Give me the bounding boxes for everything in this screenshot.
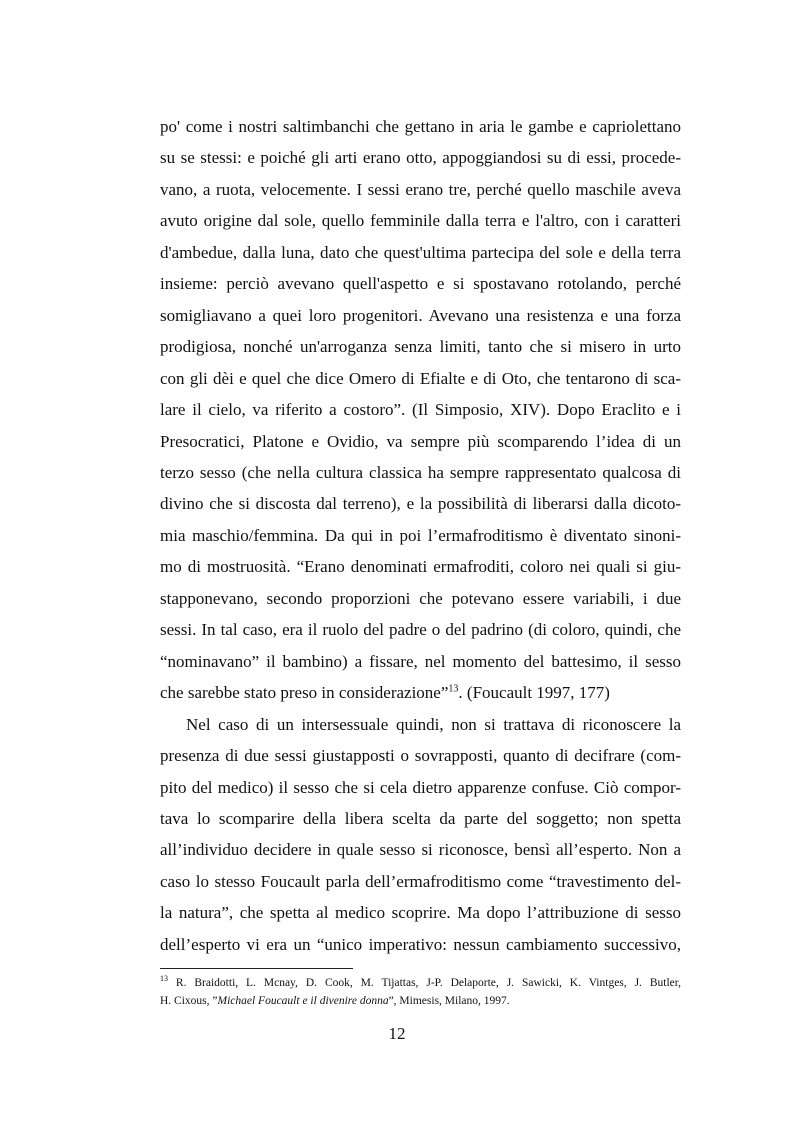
footnote-separator [160, 968, 353, 969]
text-line: pito del medico) il sesso che si cela dietro apparenze confuse. Ciò compor- [160, 777, 681, 797]
text-line: insieme: perciò avevano quell'aspetto e si spostavano rotolando, perché [160, 274, 681, 294]
footnote [160, 974, 681, 1010]
text-line: vano, a ruota, velocemente. I sessi erano tre, perché quello maschile aveva [160, 179, 681, 199]
text-line: la natura”, che spetta al medico scoprire. Ma dopo l’attribuzione di sesso [160, 903, 681, 923]
text-line: terzo sesso (che nella cultura classica ha sempre rappresentato qualcosa di [160, 462, 681, 482]
footnote-book-title: Michael Foucault e il divenire donna [217, 995, 389, 1007]
text-line: somigliavano a quei loro progenitori. Avevano una resistenza e una forza [160, 305, 681, 325]
text-line: Nel caso di un intersessuale quindi, non si trattava di riconoscere la [186, 714, 681, 734]
text-line: avuto origine dal sole, quello femminile dalla terra e l'altro, con i caratteri [160, 211, 681, 231]
text-line: Presocratici, Platone e Ovidio, va sempre più scomparendo l’idea di un [160, 431, 681, 451]
text-line: caso lo stesso Foucault parla dell’ermafroditismo come “travestimento del- [160, 871, 681, 891]
footnote-line-2 [160, 992, 681, 1010]
footnote-text: H. Cixous, ” [160, 995, 218, 1007]
footnote-reference[interactable]: 13 [448, 683, 459, 695]
main-text [160, 111, 681, 960]
text-line: divino che si discosta dal terreno), e la possibilità di liberarsi dalla dicoto- [160, 494, 681, 514]
text-line: con gli dèi e quel che dice Omero di Efialte e di Oto, che tentarono di sca- [160, 368, 681, 388]
text-segment: che sarebbe stato preso in considerazione” [160, 683, 449, 703]
text-line: sessi. In tal caso, era il ruolo del padre o del padrino (di coloro, quindi, che [160, 620, 681, 640]
footnote-text: ”, Mimesis, Milano, 1997. [388, 995, 510, 1007]
text-line: tava lo scomparire della libera scelta da parte del soggetto; non spetta [160, 808, 681, 828]
paragraph-1 [160, 111, 681, 677]
text-line: presenza di due sessi giustapposti o sovrapposti, quanto di decifrare (com- [160, 746, 681, 766]
text-line: all’individuo decidere in quale sesso si riconosce, bensì all’esperto. Non a [160, 840, 681, 860]
text-line: po' come i nostri saltimbanchi che gettano in aria le gambe e capriolettano [160, 117, 681, 136]
footnote-text: R. Braidotti, L. Mcnay, D. Cook, M. Tijattas, J-P. Delaporte, J. Sawicki, K. Vintges, J. Butler, [168, 977, 681, 989]
text-line: mia maschio/femmina. Da qui in poi l’ermafroditismo è diventato sinoni- [160, 525, 681, 545]
page-number: 12 [388, 1024, 406, 1043]
paragraph-2 [160, 709, 681, 961]
paragraph-1-last-line [160, 677, 681, 708]
text-line: stapponevano, secondo proporzioni che potevano essere variabili, i due [160, 588, 681, 608]
text-line: “nominavano” il bambino) a fissare, nel momento del battesimo, il sesso [160, 651, 681, 671]
text-line: prodigiosa, nonché un'arroganza senza limiti, tanto che si misero in urto [160, 337, 681, 357]
text-segment: . (Foucault 1997, 177) [458, 683, 610, 703]
text-line: su se stessi: e poiché gli arti erano otto, appoggiandosi su di essi, procede- [160, 148, 681, 168]
text-line: lare il cielo, va riferito a costoro”. (Il Simposio, XIV). Dopo Eraclito e i [160, 400, 681, 420]
footnote-number: 13 [160, 974, 168, 984]
footnote-line-1 [160, 974, 681, 992]
text-line: d'ambedue, dalla luna, dato che quest'ultima partecipa del sole e della terra [160, 242, 681, 262]
text-line: mo di mostruosità. “Erano denominati ermafroditi, coloro nei quali si giu- [160, 557, 681, 577]
text-line: dell’esperto vi era un “unico imperativo: nessun cambiamento successivo, [160, 934, 681, 954]
